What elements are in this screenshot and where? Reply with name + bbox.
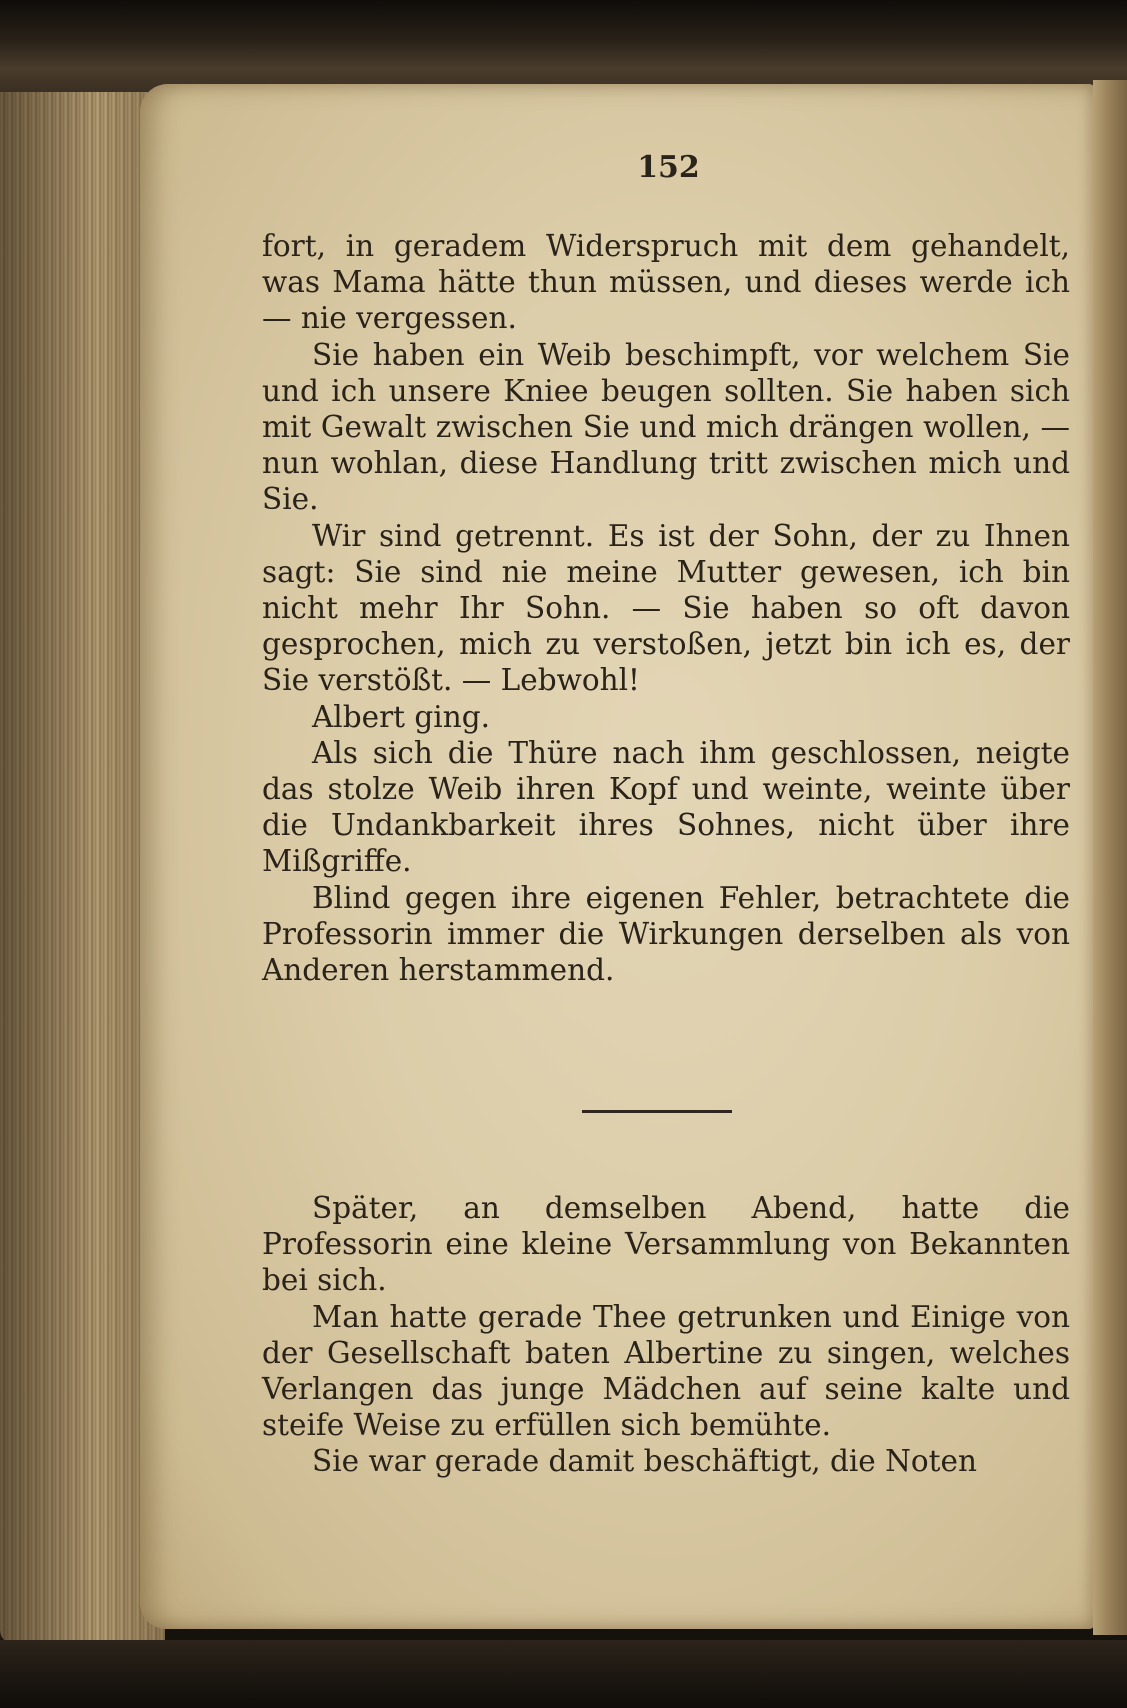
gutter-edge — [1093, 80, 1127, 1635]
section-divider — [582, 1110, 732, 1113]
paragraph: Als sich die Thüre nach ihm geschlossen, neigte das stolze Weib ihren Kopf und weinte, weinte über die Undankbarkeit ihres Sohnes, nicht über ihre Mißgriffe. — [262, 735, 1070, 879]
paragraph: Später, an demselben Abend, hatte die Professorin eine kleine Versammlung von Bekannten bei sich. — [262, 1191, 1070, 1298]
book-cover-top — [0, 0, 1127, 92]
paragraph: Albert ging. — [312, 699, 490, 734]
text-section-1 — [262, 228, 1070, 988]
paragraph: Sie haben ein Weib beschimpft, vor welchem Sie und ich unsere Kniee beugen sollten. Sie haben sich mit Gewalt zwischen Sie und mich drängen wollen, — nun wohlan, diese Handlung tritt zwischen mich und Sie. — [262, 337, 1070, 517]
paragraph: Sie war gerade damit beschäftigt, die Noten — [312, 1444, 977, 1479]
page-number: 152 — [637, 150, 700, 185]
text-section-2 — [262, 1190, 1070, 1480]
paragraph: Blind gegen ihre eigenen Fehler, betrachtete die Professorin immer die Wirkungen derselben als von Anderen herstammend. — [262, 880, 1070, 988]
book-cover-bottom — [0, 1640, 1127, 1708]
paragraph: fort, in geradem Widerspruch mit dem gehandelt, was Mama hätte thun müssen, und dieses werde ich — nie vergessen. — [262, 229, 1070, 336]
paragraph: Man hatte gerade Thee getrunken und Einige von der Gesellschaft baten Albertine zu singen, welches Verlangen das junge Mädchen auf seine kalte und steife Weise zu erfüllen sich bemühte. — [262, 1299, 1070, 1443]
paragraph: Wir sind getrennt. Es ist der Sohn, der zu Ihnen sagt: Sie sind nie meine Mutter gewesen, ich bin nicht mehr Ihr Sohn. — Sie haben so oft davon gesprochen, mich zu verstoßen, jetzt bin ich es, der Sie verstößt. — Lebwohl! — [262, 518, 1070, 698]
